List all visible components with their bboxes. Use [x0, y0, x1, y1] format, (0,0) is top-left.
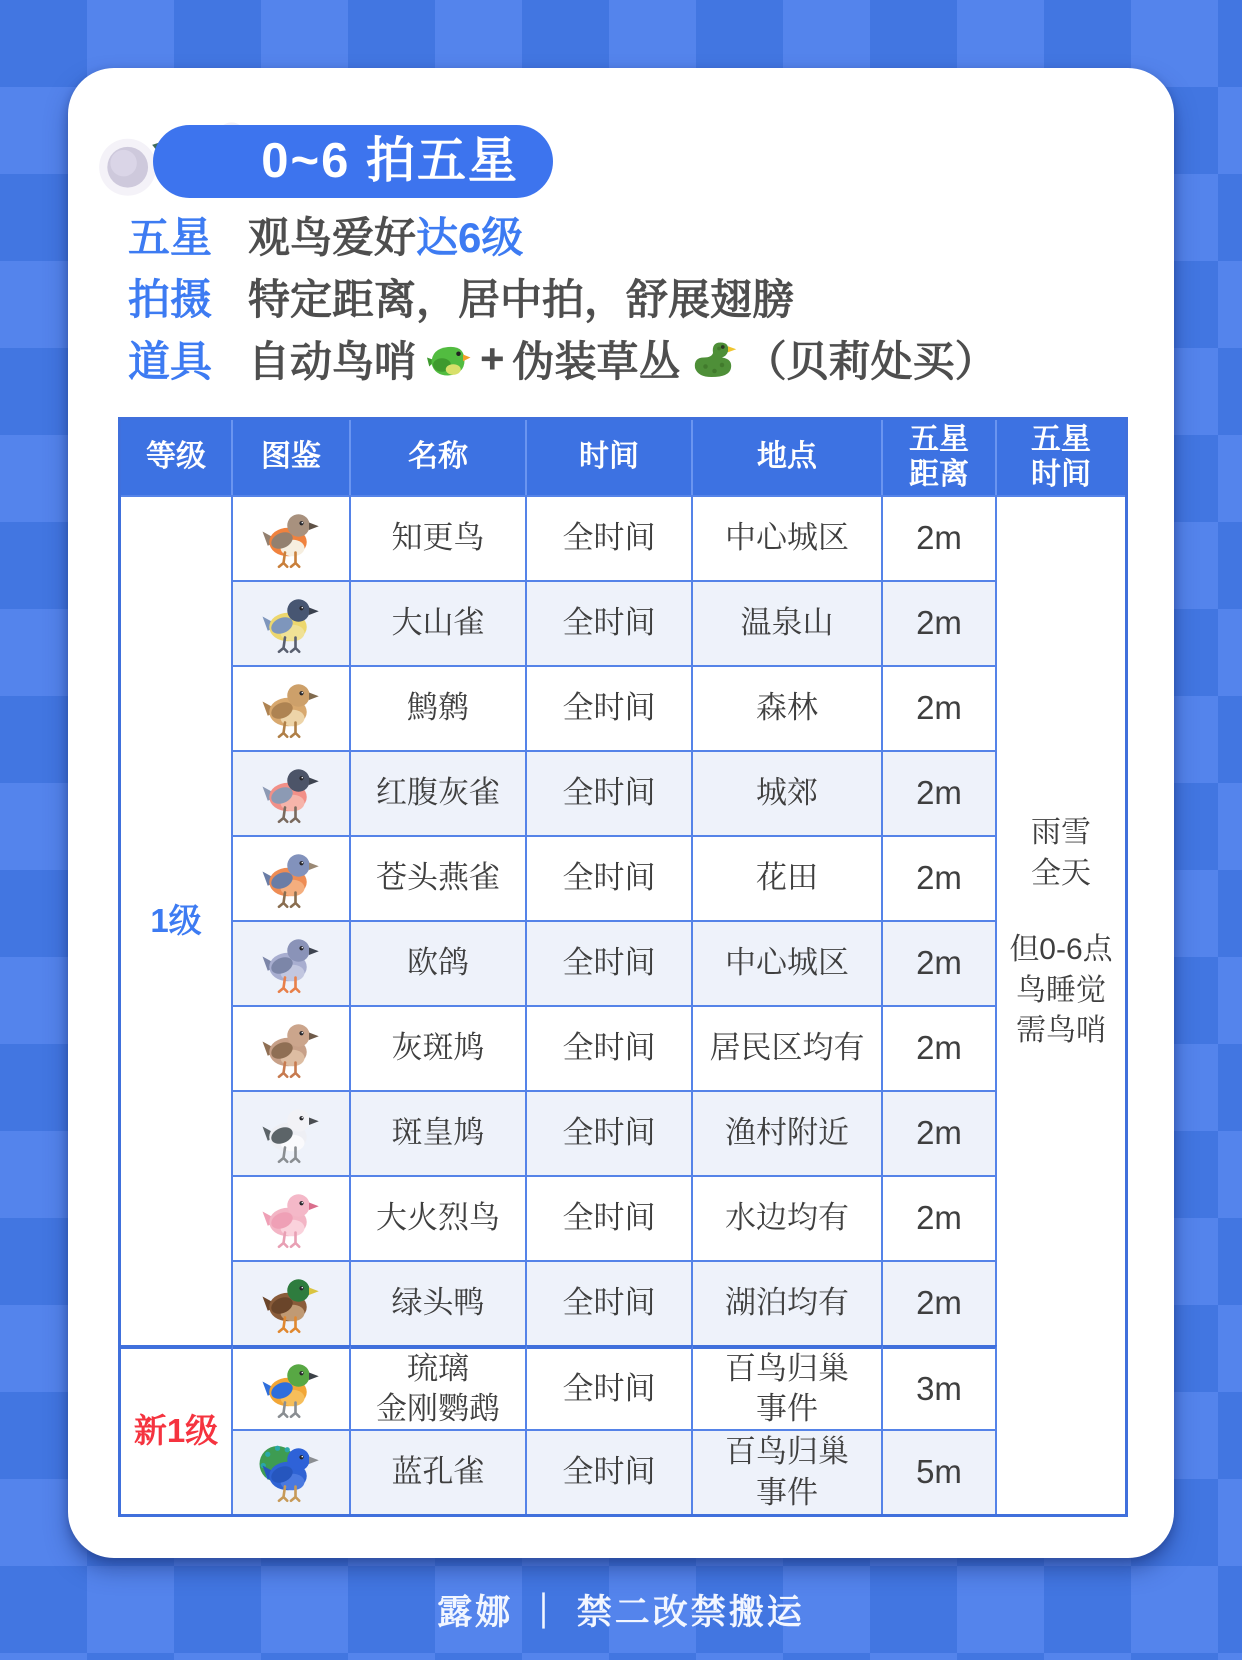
- mallard-icon: [233, 1260, 351, 1345]
- macaw-icon: [233, 1345, 351, 1429]
- bird-name: 灰斑鸠: [351, 1005, 527, 1090]
- green-bird-icon: [424, 335, 472, 383]
- bird-place: 百鸟归巢 事件: [693, 1345, 883, 1429]
- wren-icon: [233, 665, 351, 750]
- bird-name: 欧鸽: [351, 920, 527, 1005]
- col-header-2: 名称: [351, 420, 527, 495]
- flamingo-icon: [233, 1175, 351, 1260]
- bird-dist: 2m: [883, 1260, 997, 1345]
- bird-name: 蓝孔雀: [351, 1429, 527, 1514]
- bird-dist: 2m: [883, 1090, 997, 1175]
- grass-duck-icon: [689, 335, 737, 383]
- bird-dist: 2m: [883, 1005, 997, 1090]
- great-tit-icon: [233, 580, 351, 665]
- bird-dist: 2m: [883, 665, 997, 750]
- info-shoot-text: 特定距离，居中拍，舒展翅膀: [248, 276, 795, 323]
- col-header-4: 地点: [693, 420, 883, 495]
- title-pill: [153, 125, 553, 198]
- bird-time: 全时间: [527, 495, 693, 580]
- info-props-text-mid: 伪装草丛: [512, 338, 681, 385]
- bird-time: 全时间: [527, 920, 693, 1005]
- bird-name: 大火烈鸟: [351, 1175, 527, 1260]
- peacock-icon: [233, 1429, 351, 1514]
- bird-name: 斑皇鸠: [351, 1090, 527, 1175]
- bird-name: 知更鸟: [351, 495, 527, 580]
- info-shoot-label: 拍摄: [128, 276, 213, 323]
- guide-card: [68, 68, 1174, 1558]
- col-header-0: 等级: [121, 420, 233, 495]
- bird-name: 绿头鸭: [351, 1260, 527, 1345]
- bird-time: 全时间: [527, 750, 693, 835]
- title-pill-label: 0~6 拍五星: [261, 134, 519, 188]
- level-cell: 新1级: [121, 1345, 233, 1514]
- star-time-cell: [997, 495, 1125, 1514]
- info-props-label: 道具: [128, 338, 213, 385]
- info-star-label: 五星: [128, 214, 213, 261]
- bird-name: 大山雀: [351, 580, 527, 665]
- bird-place: 湖泊均有: [693, 1260, 883, 1345]
- info-line-shoot: [128, 269, 794, 325]
- bird-name: 琉璃 金刚鹦鹉: [351, 1345, 527, 1429]
- bird-place: 森林: [693, 665, 883, 750]
- bird-place: 渔村附近: [693, 1090, 883, 1175]
- chaffinch-icon: [233, 835, 351, 920]
- col-header-6: 五星 时间: [997, 420, 1125, 495]
- bullfinch-icon: [233, 750, 351, 835]
- bird-place: 中心城区: [693, 920, 883, 1005]
- bird-time: 全时间: [527, 835, 693, 920]
- imperial-pigeon-icon: [233, 1090, 351, 1175]
- info-star-highlight: 达6级: [416, 214, 524, 261]
- collared-dove-icon: [233, 1005, 351, 1090]
- bird-time: 全时间: [527, 580, 693, 665]
- bird-dist: 2m: [883, 580, 997, 665]
- star-time-note-1: 雨雪 全天: [1030, 816, 1091, 890]
- bird-dist: 2m: [883, 835, 997, 920]
- footer-credit: 露娜 ｜ 禁二改禁搬运: [437, 1593, 805, 1632]
- bird-place: 花田: [693, 835, 883, 920]
- bird-place: 中心城区: [693, 495, 883, 580]
- level-cell: 1级: [121, 495, 233, 1345]
- bird-place: 水边均有: [693, 1175, 883, 1260]
- bird-time: 全时间: [527, 1175, 693, 1260]
- bird-name: 鹪鹩: [351, 665, 527, 750]
- bird-place: 城郊: [693, 750, 883, 835]
- stock-dove-icon: [233, 920, 351, 1005]
- info-star-text: 观鸟爱好: [248, 214, 417, 261]
- bird-name: 红腹灰雀: [351, 750, 527, 835]
- info-line-star: [128, 207, 523, 263]
- info-line-props: [128, 331, 997, 387]
- bird-dist: 2m: [883, 495, 997, 580]
- bird-time: 全时间: [527, 1090, 693, 1175]
- info-props-text-before: 自动鸟哨: [248, 338, 417, 385]
- bird-dist: 3m: [883, 1345, 997, 1429]
- info-props-text-after: （贝莉处买）: [744, 338, 997, 385]
- col-header-5: 五星 距离: [883, 420, 997, 495]
- info-props-plus: +: [480, 335, 505, 382]
- star-time-note-2: 但0-6点 鸟睡觉 需鸟哨: [1009, 933, 1113, 1048]
- bird-place: 温泉山: [693, 580, 883, 665]
- bird-time: 全时间: [527, 1005, 693, 1090]
- col-header-1: 图鉴: [233, 420, 351, 495]
- bird-table: [118, 417, 1128, 1517]
- bird-dist: 5m: [883, 1429, 997, 1514]
- bird-dist: 2m: [883, 920, 997, 1005]
- bird-time: 全时间: [527, 665, 693, 750]
- bird-dist: 2m: [883, 1175, 997, 1260]
- bird-place: 居民区均有: [693, 1005, 883, 1090]
- bird-time: 全时间: [527, 1429, 693, 1514]
- bird-name: 苍头燕雀: [351, 835, 527, 920]
- bird-time: 全时间: [527, 1345, 693, 1429]
- bird-dist: 2m: [883, 750, 997, 835]
- robin-icon: [233, 495, 351, 580]
- bird-place: 百鸟归巢 事件: [693, 1429, 883, 1514]
- col-header-3: 时间: [527, 420, 693, 495]
- bird-time: 全时间: [527, 1260, 693, 1345]
